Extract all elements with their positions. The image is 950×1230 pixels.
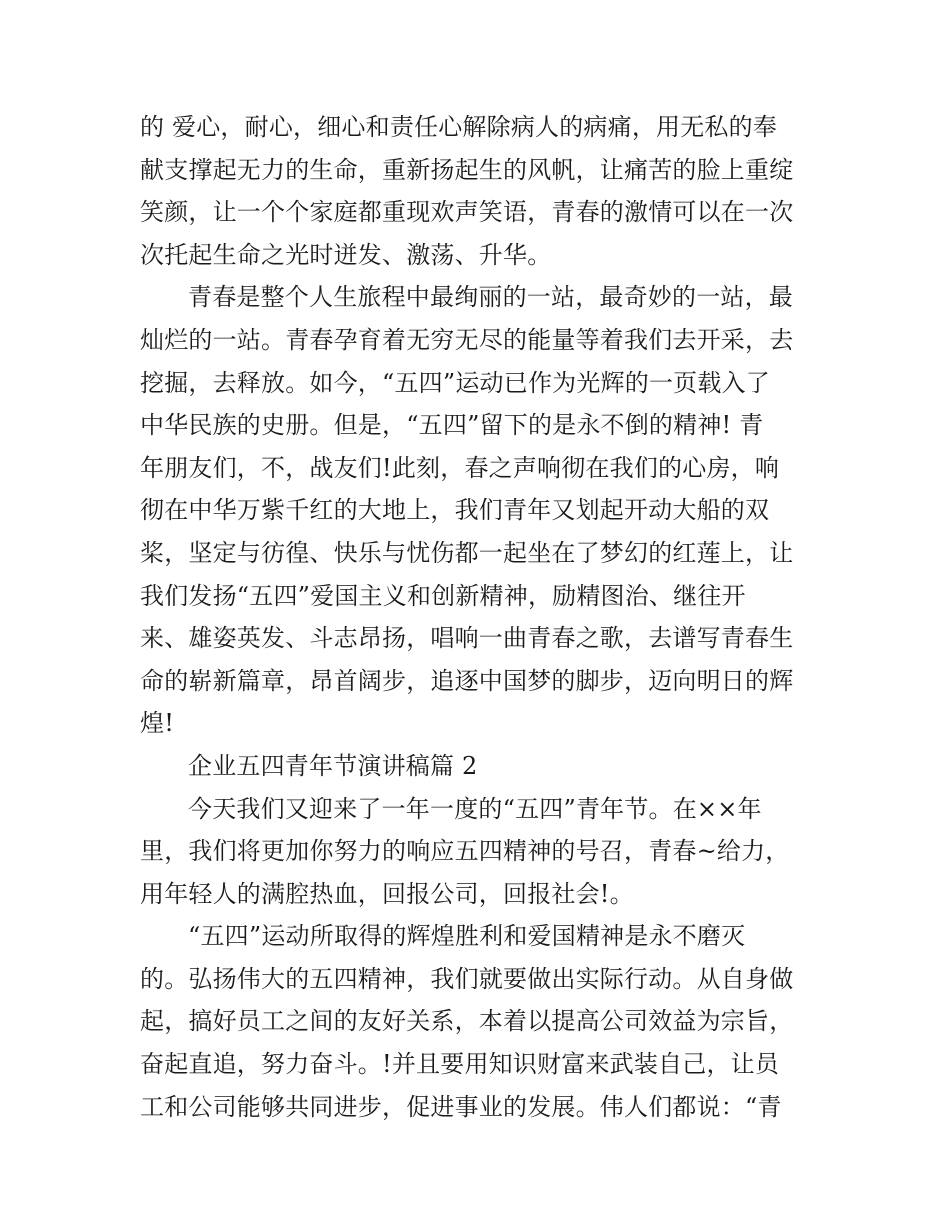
paragraph xyxy=(140,276,810,745)
text-line: “五四”运动所取得的辉煌胜利和爱国精神是永不磨灭 xyxy=(188,922,746,951)
text-line: 挖掘，去释放。如今，“五四”运动已作为光辉的一页载入了 xyxy=(140,368,770,397)
heading-text: 企业五四青年节演讲稿篇 2 xyxy=(188,751,478,780)
text-line: 笑颜，让一个个家庭都重现欢声笑语，青春的激情可以在一次 xyxy=(140,198,794,227)
document-body xyxy=(140,106,810,1128)
text-line: 命的崭新篇章，昂首阔步，追逐中国梦的脚步，迈向明日的辉 xyxy=(140,666,794,695)
text-line: 彻在中华万紫千红的大地上，我们青年又划起开动大船的双 xyxy=(140,496,770,525)
paragraph xyxy=(140,106,810,276)
text-line: 来、雄姿英发、斗志昂扬，唱响一曲青春之歌，去谱写青春生 xyxy=(140,624,794,653)
text-line: 次托起生命之光时迸发、激荡、升华。 xyxy=(140,240,552,269)
paragraph xyxy=(140,915,810,1128)
text-line: 灿烂的一站。青春孕育着无穷无尽的能量等着我们去开采，去 xyxy=(140,325,794,354)
text-line: 年朋友们，不，战友们!此刻，春之声响彻在我们的心房，响 xyxy=(140,453,780,482)
paragraph xyxy=(140,788,810,916)
text-line: 中华民族的史册。但是，“五四”留下的是永不倒的精神! 青 xyxy=(140,411,764,440)
text-line: 桨，坚定与彷徨、快乐与忧伤都一起坐在了梦幻的红莲上，让 xyxy=(140,538,794,567)
text-line: 起，搞好员工之间的友好关系，本着以提高公司效益为宗旨， xyxy=(140,1007,794,1036)
text-line: 的。弘扬伟大的五四精神，我们就要做出实际行动。从自身做 xyxy=(140,964,794,993)
text-line: 里，我们将更加你努力的响应五四精神的号召，青春~给力， xyxy=(140,837,790,866)
text-line: 工和公司能够共同进步，促进事业的发展。伟人们都说：“青 xyxy=(140,1092,782,1121)
text-line: 青春是整个人生旅程中最绚丽的一站，最奇妙的一站，最 xyxy=(188,283,793,312)
text-line: 奋起直追，努力奋斗。!并且要用知识财富来武装自己，让员 xyxy=(140,1050,780,1079)
section-heading xyxy=(140,745,810,788)
text-line: 献支撑起无力的生命，重新扬起生的风帆，让痛苦的脸上重绽 xyxy=(140,155,794,184)
text-line: 煌! xyxy=(140,709,175,738)
text-line: 今天我们又迎来了一年一度的“五四”青年节。在××年 xyxy=(188,794,762,823)
text-line: 我们发扬“五四”爱国主义和创新精神，励精图治、继往开 xyxy=(140,581,746,610)
text-line: 的 爱心，耐心，细心和责任心解除病人的病痛，用无私的奉 xyxy=(140,113,778,141)
text-line: 用年轻人的满腔热血，回报公司，回报社会!。 xyxy=(140,879,634,908)
